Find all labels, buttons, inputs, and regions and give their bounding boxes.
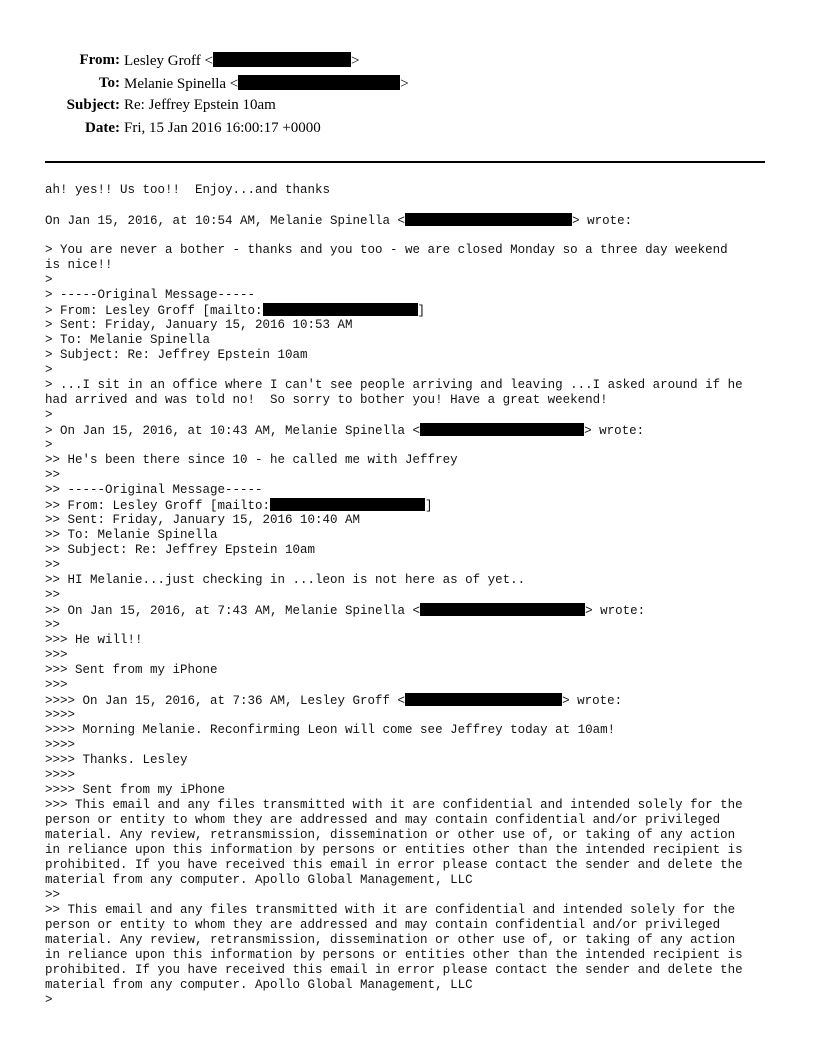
body-line: >> — [45, 558, 61, 572]
body-line: > From: Lesley Groff [mailto: ] — [45, 304, 426, 318]
body-line: > — [45, 408, 53, 422]
disclaimer-line: person or entity to whom they are addressed and may contain confidential and/or privileged — [45, 813, 721, 827]
body-line: > — [45, 438, 53, 452]
disclaimer-line: material. Any review, retransmission, dissemination or other use of, or taking of any action — [45, 828, 736, 842]
date-row — [0, 120, 816, 143]
body-line: >>> He will!! — [45, 633, 143, 647]
disclaimer-line: person or entity to whom they are addressed and may contain confidential and/or privileged — [45, 918, 721, 932]
body-line: is nice!! — [45, 258, 113, 272]
subject-row — [0, 97, 816, 120]
subject-value: Re: Jeffrey Epstein 10am — [124, 97, 276, 113]
redaction-box — [405, 213, 572, 226]
body-line: >> Subject: Re: Jeffrey Epstein 10am — [45, 543, 316, 557]
date-value: Fri, 15 Jan 2016 16:00:17 +0000 — [124, 119, 321, 136]
to-value: Melanie Spinella < > — [124, 75, 409, 92]
from-label: From: — [79, 52, 120, 68]
body-line: >> — [45, 618, 61, 632]
body-line: >>> — [45, 678, 68, 692]
email-header — [0, 52, 816, 142]
disclaimer-line: material from any computer. Apollo Global Management, LLC — [45, 873, 473, 887]
body-line: > To: Melanie Spinella — [45, 333, 211, 347]
body-line: > -----Original Message----- — [45, 288, 256, 302]
body-line: >> Sent: Friday, January 15, 2016 10:40 AM — [45, 513, 361, 527]
disclaimer-line: material. Any review, retransmission, dissemination or other use of, or taking of any action — [45, 933, 736, 947]
body-line: > ...I sit in an office where I can't see people arriving and leaving ...I asked around if he — [45, 378, 743, 392]
disclaimer-line: material from any computer. Apollo Global Management, LLC — [45, 978, 473, 992]
quote-header-line: >> On Jan 15, 2016, at 7:43 AM, Melanie Spinella < > wrote: — [45, 604, 646, 618]
body-line: >> — [45, 468, 61, 482]
redaction-box — [213, 52, 351, 67]
redaction-box — [420, 603, 585, 616]
from-value: Lesley Groff < > — [124, 53, 360, 69]
body-line: >>>> — [45, 708, 76, 722]
body-line: >> From: Lesley Groff [mailto: ] — [45, 499, 433, 513]
disclaimer-line: prohibited. If you have received this email in error please contact the sender and delete the — [45, 858, 743, 872]
body-line: >>>> — [45, 738, 76, 752]
body-line: > Sent: Friday, January 15, 2016 10:53 AM — [45, 318, 353, 332]
body-line: >>>> Thanks. Lesley — [45, 753, 188, 767]
body-line: >> To: Melanie Spinella — [45, 528, 218, 542]
body-line: >>>> Morning Melanie. Reconfirming Leon will come see Jeffrey today at 10am! — [45, 723, 616, 737]
body-line: >>> — [45, 648, 68, 662]
body-line: > — [45, 993, 53, 1007]
quote-header-line: On Jan 15, 2016, at 10:54 AM, Melanie Spinella < > wrote: — [45, 214, 633, 228]
date-label: Date: — [85, 119, 120, 136]
email-body — [45, 183, 785, 1008]
redaction-box — [263, 303, 418, 316]
body-line: ah! yes!! Us too!! Enjoy...and thanks — [45, 183, 331, 197]
body-line: >>>> Sent from my iPhone — [45, 783, 226, 797]
body-line: >>>> — [45, 768, 76, 782]
redaction-box — [270, 498, 425, 511]
body-line: > — [45, 273, 53, 287]
body-line: > You are never a bother - thanks and you too - we are closed Monday so a three day weekend — [45, 243, 728, 257]
disclaimer-line: prohibited. If you have received this email in error please contact the sender and delete the — [45, 963, 743, 977]
body-line: >> — [45, 888, 61, 902]
from-row — [0, 52, 816, 75]
to-label: To: — [98, 74, 120, 91]
body-line: >> -----Original Message----- — [45, 483, 263, 497]
body-line: > — [45, 363, 53, 377]
header-divider — [45, 161, 765, 163]
body-line: >> He's been there since 10 - he called me with Jeffrey — [45, 453, 458, 467]
to-row — [0, 75, 816, 98]
quote-header-line: > On Jan 15, 2016, at 10:43 AM, Melanie Spinella < > wrote: — [45, 424, 645, 438]
body-line: had arrived and was told no! So sorry to bother you! Have a great weekend! — [45, 393, 608, 407]
body-line: > Subject: Re: Jeffrey Epstein 10am — [45, 348, 308, 362]
redaction-box — [420, 423, 584, 436]
disclaimer-line: >> This email and any files transmitted with it are confidential and intended solely for the — [45, 903, 736, 917]
disclaimer-line: >>> This email and any files transmitted with it are confidential and intended solely for the — [45, 798, 743, 812]
redaction-box — [238, 75, 400, 90]
body-line: >> HI Melanie...just checking in ...leon is not here as of yet.. — [45, 573, 526, 587]
quote-header-line: >>>> On Jan 15, 2016, at 7:36 AM, Lesley Groff < > wrote: — [45, 694, 623, 708]
subject-label: Subject: — [66, 97, 120, 113]
redaction-box — [405, 693, 562, 706]
disclaimer-line: in reliance upon this information by persons or entities other than the intended recipient is — [45, 843, 743, 857]
body-line: >> — [45, 588, 61, 602]
disclaimer-line: in reliance upon this information by persons or entities other than the intended recipient is — [45, 948, 743, 962]
body-line: >>> Sent from my iPhone — [45, 663, 218, 677]
